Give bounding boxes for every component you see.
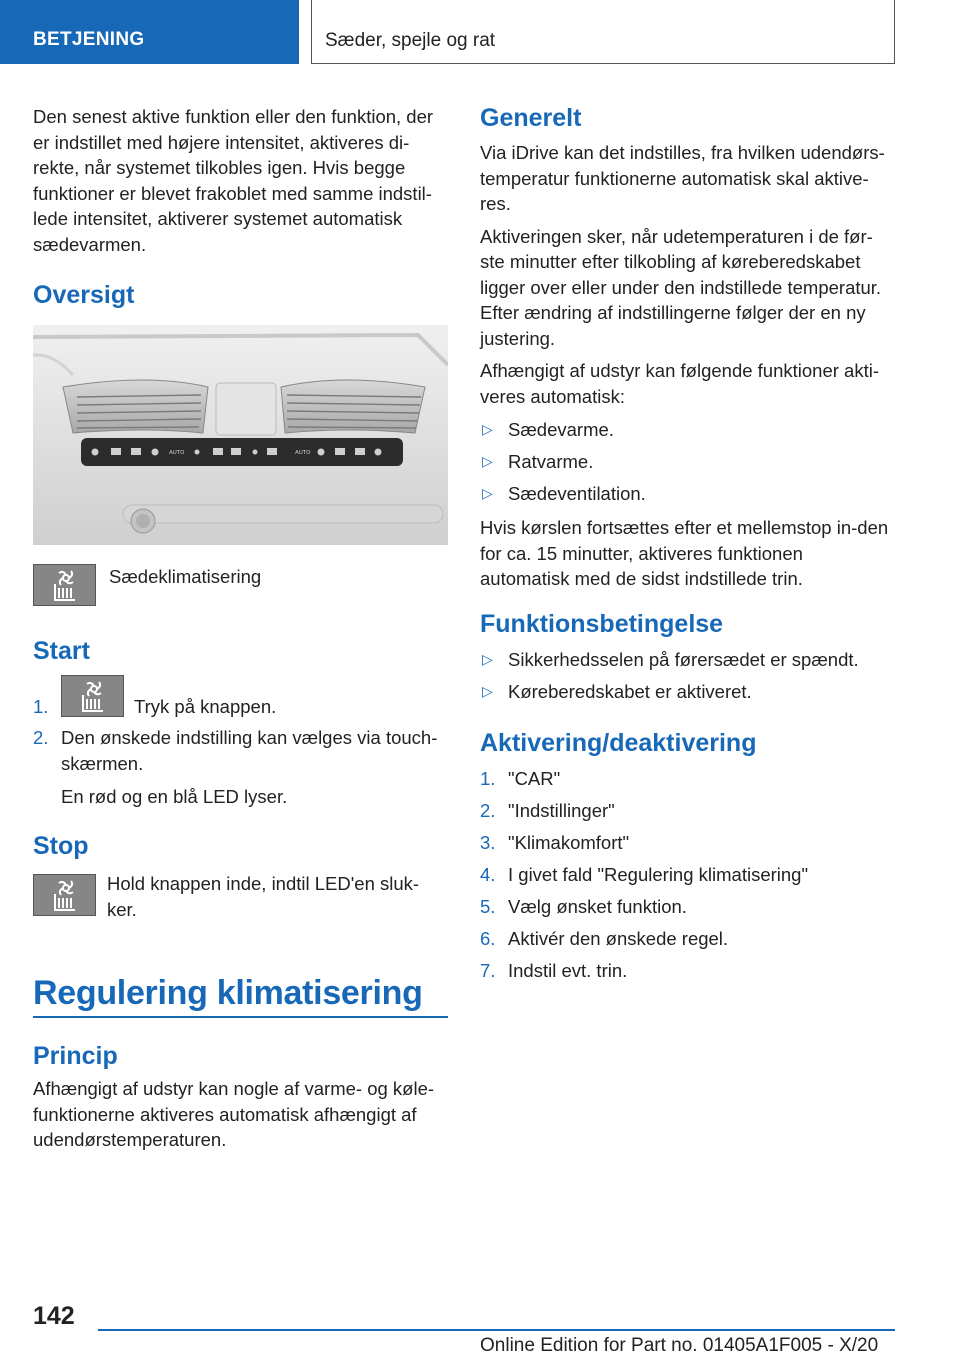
step-number: 4. [480, 864, 496, 885]
header-section-tab [0, 0, 299, 64]
list-item [480, 481, 896, 513]
list-item-text: Sædeventilation. [508, 483, 646, 504]
activation-steps-list [480, 766, 896, 990]
page-number: 142 [33, 1302, 75, 1330]
list-item [33, 725, 448, 810]
step-text: Vælg ønsket funktion. [508, 896, 687, 917]
seat-climate-button-icon [33, 564, 96, 606]
step-text: Indstil evt. trin. [508, 960, 628, 981]
step-text: Den ønskede indstilling kan vælges via touch-skærmen. [61, 727, 438, 774]
step-number: 2. [33, 727, 49, 748]
right-column [480, 140, 896, 592]
step-text: Aktivér den ønskede regel. [508, 928, 729, 949]
principle-heading: Princip [33, 1042, 118, 1070]
start-steps-list [33, 694, 448, 810]
general-paragraph-2: Aktiveringen sker, når udetemperaturen i de før-ste minutter efter tilkobling af køreberedskabet ligger over eller under den indstillede temperatur. Efter ændring af indstillingerne følger der en ny justering. [480, 225, 882, 349]
list-item [480, 926, 896, 958]
step-number: 2. [480, 800, 496, 821]
step-number: 5. [480, 896, 496, 917]
list-item-text: Sikkerhedsselen på førersædet er spændt. [508, 649, 859, 670]
photo-button-auto-1: AUTO [169, 450, 185, 456]
main-heading-rule [33, 1016, 448, 1018]
step-number: 7. [480, 960, 496, 981]
photo-button-auto-2: AUTO [295, 450, 311, 456]
stop-text: Hold knappen inde, indtil LED'en sluk-ker. [107, 873, 420, 920]
step-number: 1. [33, 696, 49, 717]
list-item [480, 862, 896, 894]
triangle-bullet-icon: ▷ [482, 453, 493, 469]
list-item [480, 830, 896, 862]
list-item [480, 766, 896, 798]
climate-panel-photo [33, 325, 448, 545]
conditions-heading: Funktionsbetingelse [480, 610, 724, 638]
triangle-bullet-icon: ▷ [482, 485, 493, 501]
list-item [480, 679, 896, 711]
stop-heading: Stop [33, 832, 89, 860]
intro-paragraph: Den senest aktive funktion eller den funktion, der er indstillet med højere intensitet, aktiveres di-rekte, når systemet tilkobles igen. Hvis begge funktioner er blevet frakoblet med samme indstil-lede intensitet, aktiverer systemet automatisk sædevarmen. [33, 106, 434, 255]
list-item [33, 694, 448, 725]
list-item [480, 417, 896, 449]
list-item-text: Køreberedskabet er aktiveret. [508, 681, 752, 702]
step-text: "CAR" [508, 768, 561, 789]
dashboard-vents-image [33, 325, 448, 545]
step-number: 6. [480, 928, 496, 949]
list-item-text: Ratvarme. [508, 451, 594, 472]
left-column [33, 104, 448, 257]
triangle-bullet-icon: ▷ [482, 651, 493, 667]
list-item [480, 449, 896, 481]
seat-climate-caption: Sædeklimatisering [109, 566, 262, 587]
general-heading: Generelt [480, 104, 582, 132]
auto-functions-list [480, 417, 896, 513]
step-subtext: En rød og en blå LED lyser. [61, 786, 288, 807]
triangle-bullet-icon: ▷ [482, 421, 493, 437]
list-item [480, 894, 896, 926]
header-section-label: BETJENING [33, 29, 145, 50]
header-chapter-box [311, 0, 895, 64]
stop-button-icon [33, 874, 96, 916]
footer-rule [98, 1329, 895, 1331]
triangle-bullet-icon: ▷ [482, 683, 493, 699]
start-heading: Start [33, 637, 90, 665]
step-number: 3. [480, 832, 496, 853]
list-item [480, 647, 896, 679]
step-text: Tryk på knappen. [134, 696, 277, 717]
header-chapter-label: Sæder, spejle og rat [325, 30, 496, 51]
step-text: "Indstillinger" [508, 800, 615, 821]
list-item [480, 958, 896, 990]
seat-fan-icon [49, 570, 82, 602]
step-number: 1. [480, 768, 496, 789]
overview-heading: Oversigt [33, 281, 135, 309]
conditions-list [480, 647, 896, 711]
main-heading: Regulering klimatisering [33, 974, 423, 1012]
footer-edition-text: Online Edition for Part no. 01405A1F005 - X/20 [480, 1335, 879, 1356]
general-paragraph-4: Hvis kørslen fortsættes efter et mellemstop in-den for ca. 15 minutter, aktiveres funktionen automatisk med de sidst indstillede trin. [480, 517, 889, 589]
step-text: I givet fald "Regulering klimatisering" [508, 864, 809, 885]
principle-text: Afhængigt af udstyr kan nogle af varme- og køle-funktionerne aktiveres automatisk afhængigt af udendørstemperaturen. [33, 1078, 435, 1150]
list-item-text: Sædevarme. [508, 419, 614, 440]
activation-heading: Aktivering/deaktivering [480, 729, 757, 757]
list-item [480, 798, 896, 830]
seat-fan-icon [49, 880, 82, 912]
general-paragraph-3: Afhængigt af udstyr kan følgende funktioner akti-veres automatisk: [480, 360, 879, 407]
general-paragraph-1: Via iDrive kan det indstilles, fra hvilken udendørs-temperatur funktionerne automatisk skal aktive-res. [480, 142, 885, 214]
step-text: "Klimakomfort" [508, 832, 630, 853]
